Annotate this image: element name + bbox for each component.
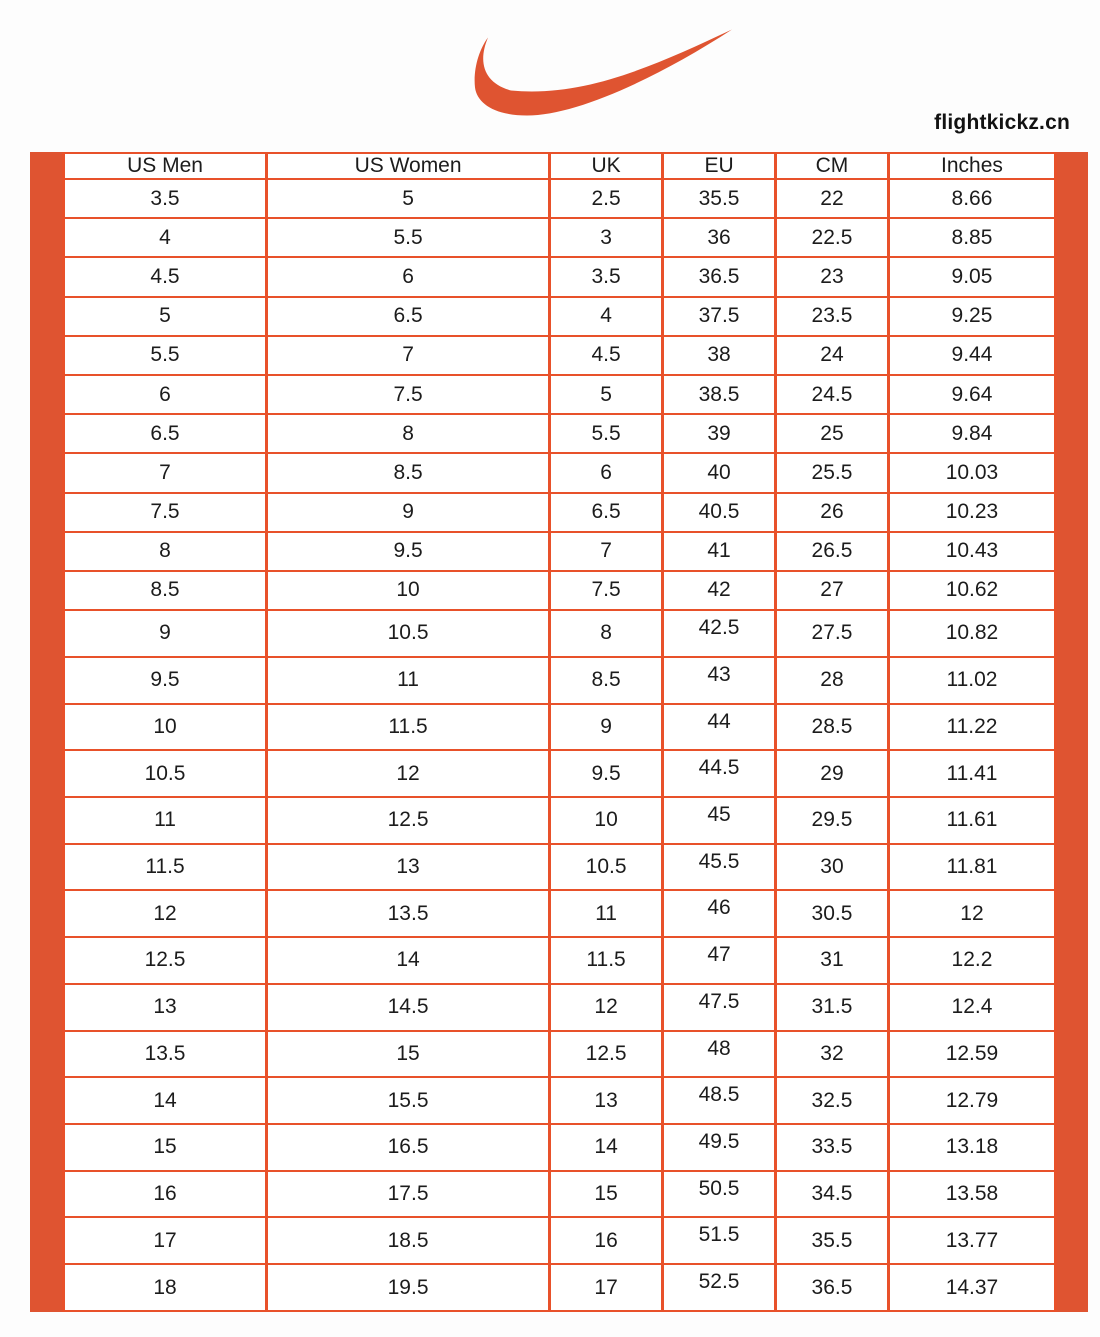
table-cell: 50.5 — [663, 1171, 776, 1218]
table-cell: 13.5 — [267, 890, 550, 937]
table-cell: 44 — [663, 704, 776, 751]
table-cell: 11 — [64, 797, 267, 844]
table-cell: 13.77 — [888, 1217, 1055, 1264]
table-cell: 13.18 — [888, 1124, 1055, 1171]
table-cell: 4 — [64, 218, 267, 257]
table-cell: 35.5 — [776, 1217, 889, 1264]
table-cell: 9 — [64, 610, 267, 657]
table-cell: 3 — [550, 218, 663, 257]
table-cell: 9.64 — [888, 375, 1055, 414]
table-row — [64, 1264, 1056, 1311]
table-cell: 23.5 — [776, 297, 889, 336]
table-cell: 30 — [776, 844, 889, 891]
table-cell: 24.5 — [776, 375, 889, 414]
table-cell: 6 — [267, 257, 550, 296]
table-cell: 9.5 — [267, 532, 550, 571]
table-cell: 2.5 — [550, 179, 663, 218]
table-cell: 36.5 — [776, 1264, 889, 1311]
size-chart — [30, 152, 1088, 1312]
table-row — [64, 297, 1056, 336]
table-cell: 48.5 — [663, 1077, 776, 1124]
table-cell: 13.58 — [888, 1171, 1055, 1218]
table-cell: 10 — [267, 571, 550, 610]
table-cell: 12.5 — [64, 937, 267, 984]
table-cell: 9.5 — [64, 657, 267, 704]
table-cell: 45.5 — [663, 844, 776, 891]
table-row — [64, 750, 1056, 797]
table-cell: 10.43 — [888, 532, 1055, 571]
table-cell: 46 — [663, 890, 776, 937]
table-cell: 25 — [776, 414, 889, 453]
table-row — [64, 844, 1056, 891]
table-cell: 7.5 — [64, 493, 267, 532]
table-cell: 12.2 — [888, 937, 1055, 984]
table-row — [64, 1077, 1056, 1124]
table-cell: 33.5 — [776, 1124, 889, 1171]
table-cell: 9 — [267, 493, 550, 532]
table-cell: 7.5 — [267, 375, 550, 414]
table-cell: 5 — [550, 375, 663, 414]
table-cell: 13.5 — [64, 1031, 267, 1078]
table-cell: 36.5 — [663, 257, 776, 296]
table-cell: 4.5 — [64, 257, 267, 296]
table-cell: 11.81 — [888, 844, 1055, 891]
table-cell: 7 — [64, 453, 267, 492]
table-cell: 9.5 — [550, 750, 663, 797]
table-cell: 48 — [663, 1031, 776, 1078]
table-cell: 15 — [267, 1031, 550, 1078]
table-cell: 10 — [550, 797, 663, 844]
table-row — [64, 1124, 1056, 1171]
table-cell: 6.5 — [64, 414, 267, 453]
table-cell: 40.5 — [663, 493, 776, 532]
table-cell: 12 — [64, 890, 267, 937]
table-cell: 12.5 — [267, 797, 550, 844]
table-cell: 12.4 — [888, 984, 1055, 1031]
table-row — [64, 937, 1056, 984]
table-cell: 13 — [550, 1077, 663, 1124]
table-cell: 5.5 — [64, 336, 267, 375]
table-cell: 13 — [64, 984, 267, 1031]
table-cell: 7 — [550, 532, 663, 571]
table-cell: 24 — [776, 336, 889, 375]
table-cell: 25.5 — [776, 453, 889, 492]
table-cell: 31.5 — [776, 984, 889, 1031]
table-row — [64, 797, 1056, 844]
table-cell: 10.62 — [888, 571, 1055, 610]
table-row — [64, 657, 1056, 704]
table-cell: 9 — [550, 704, 663, 751]
table-cell: 8.5 — [64, 571, 267, 610]
table-cell: 27 — [776, 571, 889, 610]
table-cell: 14.5 — [267, 984, 550, 1031]
table-cell: 9.25 — [888, 297, 1055, 336]
table-cell: 11.5 — [267, 704, 550, 751]
table-row — [64, 532, 1056, 571]
table-cell: 16 — [550, 1217, 663, 1264]
table-body — [64, 179, 1056, 1311]
table-cell: 6.5 — [267, 297, 550, 336]
table-cell: 17.5 — [267, 1171, 550, 1218]
table-cell: 35.5 — [663, 179, 776, 218]
nike-swoosh-icon — [455, 27, 733, 118]
size-conversion-table — [62, 152, 1057, 1312]
table-cell: 4 — [550, 297, 663, 336]
table-row — [64, 890, 1056, 937]
table-cell: 27.5 — [776, 610, 889, 657]
table-row — [64, 704, 1056, 751]
table-cell: 38 — [663, 336, 776, 375]
table-cell: 22.5 — [776, 218, 889, 257]
table-row — [64, 1031, 1056, 1078]
table-cell: 5.5 — [550, 414, 663, 453]
table-row — [64, 257, 1056, 296]
table-cell: 12.79 — [888, 1077, 1055, 1124]
table-cell: 16.5 — [267, 1124, 550, 1171]
table-cell: 10.23 — [888, 493, 1055, 532]
table-cell: 7.5 — [550, 571, 663, 610]
table-cell: 8 — [64, 532, 267, 571]
table-cell: 15 — [550, 1171, 663, 1218]
table-row — [64, 1171, 1056, 1218]
table-cell: 32 — [776, 1031, 889, 1078]
table-cell: 10.5 — [267, 610, 550, 657]
table-cell: 5 — [64, 297, 267, 336]
table-cell: 42.5 — [663, 610, 776, 657]
table-cell: 3.5 — [550, 257, 663, 296]
table-cell: 8 — [267, 414, 550, 453]
table-cell: 12 — [888, 890, 1055, 937]
table-cell: 51.5 — [663, 1217, 776, 1264]
table-cell: 39 — [663, 414, 776, 453]
header-row — [64, 153, 1056, 179]
table-cell: 12.5 — [550, 1031, 663, 1078]
table-cell: 44.5 — [663, 750, 776, 797]
table-cell: 14.37 — [888, 1264, 1055, 1311]
column-header: UK — [550, 153, 663, 179]
table-cell: 11.5 — [64, 844, 267, 891]
table-cell: 5.5 — [267, 218, 550, 257]
table-row — [64, 1217, 1056, 1264]
table-row — [64, 610, 1056, 657]
table-cell: 9.84 — [888, 414, 1055, 453]
table-row — [64, 453, 1056, 492]
table-cell: 6 — [550, 453, 663, 492]
table-row — [64, 375, 1056, 414]
column-header: US Men — [64, 153, 267, 179]
table-cell: 42 — [663, 571, 776, 610]
table-cell: 6.5 — [550, 493, 663, 532]
table-cell: 12 — [550, 984, 663, 1031]
table-cell: 17 — [64, 1217, 267, 1264]
table-cell: 5 — [267, 179, 550, 218]
table-cell: 8.5 — [550, 657, 663, 704]
table-cell: 10.5 — [64, 750, 267, 797]
table-cell: 11 — [550, 890, 663, 937]
table-cell: 9.44 — [888, 336, 1055, 375]
table-cell: 11.02 — [888, 657, 1055, 704]
table-cell: 32.5 — [776, 1077, 889, 1124]
table-cell: 14 — [267, 937, 550, 984]
table-cell: 14 — [64, 1077, 267, 1124]
table-row — [64, 336, 1056, 375]
table-cell: 52.5 — [663, 1264, 776, 1311]
table-cell: 8.5 — [267, 453, 550, 492]
table-row — [64, 218, 1056, 257]
table-row — [64, 414, 1056, 453]
table-cell: 36 — [663, 218, 776, 257]
table-cell: 43 — [663, 657, 776, 704]
table-cell: 16 — [64, 1171, 267, 1218]
table-cell: 10.03 — [888, 453, 1055, 492]
column-header: CM — [776, 153, 889, 179]
table-cell: 18 — [64, 1264, 267, 1311]
column-header: EU — [663, 153, 776, 179]
table-cell: 26.5 — [776, 532, 889, 571]
table-cell: 10 — [64, 704, 267, 751]
table-cell: 11.22 — [888, 704, 1055, 751]
table-cell: 11.41 — [888, 750, 1055, 797]
table-cell: 41 — [663, 532, 776, 571]
table-cell: 8 — [550, 610, 663, 657]
table-cell: 47 — [663, 937, 776, 984]
table-cell: 37.5 — [663, 297, 776, 336]
site-watermark: flightkickz.cn — [934, 111, 1070, 134]
table-cell: 34.5 — [776, 1171, 889, 1218]
table-cell: 19.5 — [267, 1264, 550, 1311]
table-cell: 23 — [776, 257, 889, 296]
table-cell: 49.5 — [663, 1124, 776, 1171]
table-cell: 7 — [267, 336, 550, 375]
table-cell: 40 — [663, 453, 776, 492]
table-cell: 10.5 — [550, 844, 663, 891]
table-cell: 11 — [267, 657, 550, 704]
table-cell: 4.5 — [550, 336, 663, 375]
table-cell: 15.5 — [267, 1077, 550, 1124]
table-cell: 14 — [550, 1124, 663, 1171]
table-row — [64, 179, 1056, 218]
table-cell: 31 — [776, 937, 889, 984]
column-header: Inches — [888, 153, 1055, 179]
table-cell: 17 — [550, 1264, 663, 1311]
table-row — [64, 493, 1056, 532]
table-cell: 18.5 — [267, 1217, 550, 1264]
table-cell: 10.82 — [888, 610, 1055, 657]
table-cell: 29 — [776, 750, 889, 797]
table-cell: 3.5 — [64, 179, 267, 218]
table-cell: 28.5 — [776, 704, 889, 751]
right-accent-bar — [1057, 152, 1088, 1312]
table-row — [64, 571, 1056, 610]
table-cell: 13 — [267, 844, 550, 891]
table-cell: 47.5 — [663, 984, 776, 1031]
table-cell: 12 — [267, 750, 550, 797]
table-cell: 12.59 — [888, 1031, 1055, 1078]
table-cell: 22 — [776, 179, 889, 218]
table-cell: 11.5 — [550, 937, 663, 984]
table-cell: 6 — [64, 375, 267, 414]
table-cell: 11.61 — [888, 797, 1055, 844]
table-cell: 28 — [776, 657, 889, 704]
table-cell: 38.5 — [663, 375, 776, 414]
column-header: US Women — [267, 153, 550, 179]
table-row — [64, 984, 1056, 1031]
table-cell: 8.85 — [888, 218, 1055, 257]
table-cell: 30.5 — [776, 890, 889, 937]
table-cell: 15 — [64, 1124, 267, 1171]
left-accent-bar — [30, 152, 62, 1312]
table-cell: 45 — [663, 797, 776, 844]
table-cell: 29.5 — [776, 797, 889, 844]
table-cell: 9.05 — [888, 257, 1055, 296]
table-cell: 8.66 — [888, 179, 1055, 218]
table-cell: 26 — [776, 493, 889, 532]
